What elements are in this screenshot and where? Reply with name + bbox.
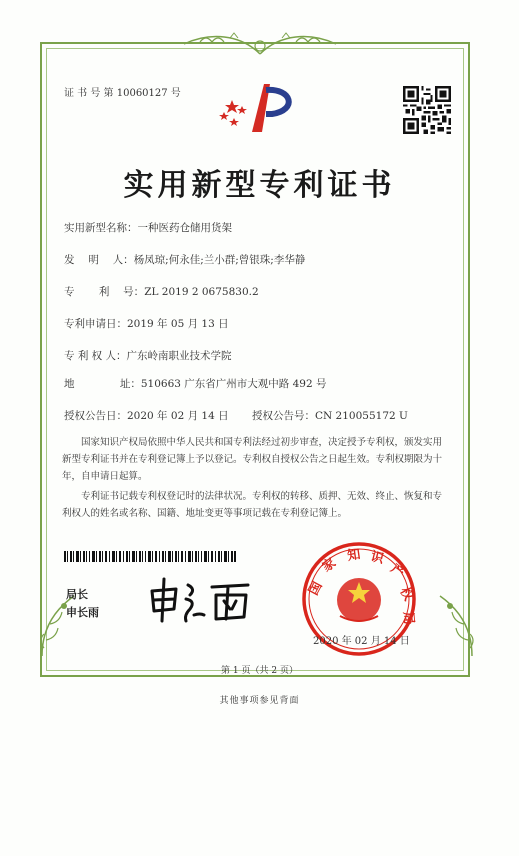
field-label: 地 址： <box>64 378 141 390</box>
page-number: 第 1 页（共 2 页） <box>221 666 298 676</box>
field-value: ZL 2019 2 0675830.2 <box>144 286 259 298</box>
field-value: 2020 年 02 月 14 日 <box>127 410 229 422</box>
field-value: 广东岭南职业技术学院 <box>126 350 232 362</box>
field-label: 授权公告日： <box>64 410 127 422</box>
field-grant-number <box>252 408 408 423</box>
field-utility-model-name <box>64 220 232 235</box>
certificate-title: 实用新型专利证书 <box>123 168 396 203</box>
field-address <box>64 376 326 391</box>
field-value: CN 210055172 U <box>315 410 408 422</box>
barcode-icon <box>64 551 236 562</box>
svg-text:家: 家 <box>319 555 339 576</box>
field-filing-date <box>64 316 229 331</box>
field-label: 专 利 号： <box>64 286 145 298</box>
cnipa-logo-icon <box>212 80 302 136</box>
svg-text:知: 知 <box>346 547 362 564</box>
field-value: 杨凤琼;何永佳;兰小群;曾银珠;李华静 <box>133 254 306 266</box>
footer-note: 其他事项参见背面 <box>219 696 300 706</box>
field-grant-date <box>64 408 229 423</box>
seal-date: 2020 年 02 月 14 日 <box>313 636 410 647</box>
corner-ornament-bottom-right <box>430 590 480 660</box>
svg-text:权: 权 <box>396 584 416 604</box>
field-inventors <box>64 252 305 267</box>
field-label: 发 明 人： <box>64 254 134 266</box>
field-value: 510663 广东省广州市大观中路 492 号 <box>140 378 327 390</box>
svg-text:局: 局 <box>400 611 417 626</box>
paragraph-legal-status: 专利证书记载专利权登记时的法律状况。专利权的转移、质押、无效、终止、恢复和专利权人的姓名或名称、国籍、地址变更等事项记载在专利登记簿上。 <box>62 491 443 519</box>
field-value: 一种医药仓储用货架 <box>137 222 232 234</box>
svg-text:国: 国 <box>306 579 326 598</box>
svg-text:产: 产 <box>387 561 408 582</box>
certificate-number-label: 证 书 号 第 <box>64 88 114 99</box>
field-label: 授权公告号： <box>252 410 315 422</box>
paragraph-grant-statement: 国家知识产权局依照中华人民共和国专利法经过初步审查，决定授予专利权，颁发实用新型专利证书并在专利登记簿上予以登记。专利权自授权公告之日起生效。专利权期限为十年，自申请日起算。 <box>62 437 443 482</box>
director-signature <box>148 575 258 625</box>
field-patent-number <box>64 284 259 299</box>
certificate-number <box>64 84 181 99</box>
field-label: 实用新型名称： <box>64 222 138 234</box>
director-name: 申长雨 <box>66 606 99 619</box>
field-label: 专 利 权 人： <box>64 350 127 362</box>
top-ornament <box>180 30 340 56</box>
field-value: 2019 年 05 月 13 日 <box>127 318 229 330</box>
svg-text:识: 识 <box>369 549 386 568</box>
director-title: 局长 <box>66 588 88 601</box>
qr-code-icon <box>403 86 451 134</box>
field-patentee <box>64 348 232 363</box>
field-label: 专利申请日： <box>64 318 127 330</box>
certificate-number-value: 10060127 号 <box>116 88 181 99</box>
